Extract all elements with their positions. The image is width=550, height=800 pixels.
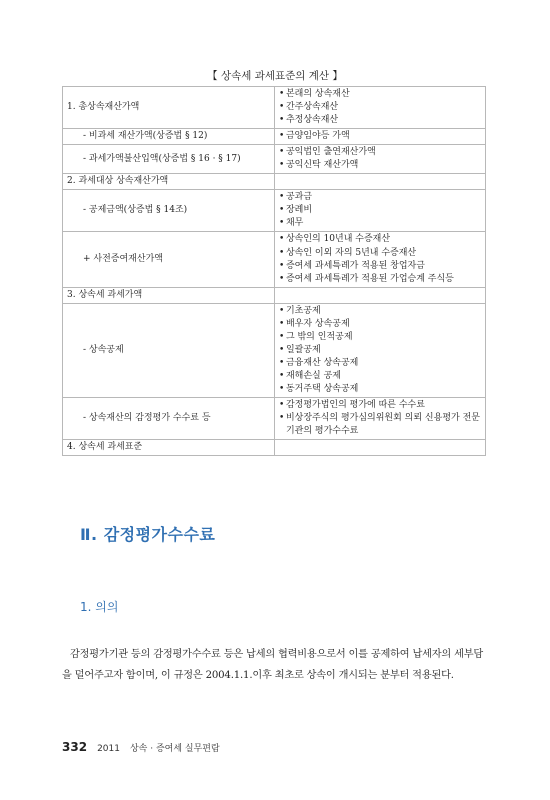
row-label: - 비과세 재산가액(상증법 § 12) bbox=[63, 129, 275, 145]
subsection-heading: 1. 의의 bbox=[80, 600, 119, 614]
detail-list bbox=[279, 146, 481, 172]
row-details bbox=[274, 129, 485, 145]
detail-item: • 공익신탁 재산가액 bbox=[279, 159, 481, 172]
detail-item: • 증여세 과세특례가 적용된 창업자금 bbox=[279, 260, 481, 273]
detail-item: • 재해손실 공제 bbox=[279, 370, 481, 383]
row-label: 2. 과세대상 상속재산가액 bbox=[63, 174, 275, 190]
detail-list bbox=[279, 399, 481, 438]
detail-item: • 증여세 과세특례가 적용된 가업승계 주식등 bbox=[279, 273, 481, 286]
tax-base-calculation-table bbox=[62, 86, 486, 456]
row-details bbox=[274, 232, 485, 287]
detail-item: • 동거주택 상속공제 bbox=[279, 383, 481, 396]
table-row bbox=[63, 398, 486, 440]
row-label: 4. 상속세 과세표준 bbox=[63, 440, 275, 456]
row-details bbox=[274, 440, 485, 456]
page-footer bbox=[62, 740, 220, 754]
row-label: - 공제금액(상증법 § 14조) bbox=[63, 190, 275, 232]
row-details bbox=[274, 398, 485, 440]
row-details bbox=[274, 174, 485, 190]
row-details bbox=[274, 190, 485, 232]
detail-list bbox=[279, 233, 481, 285]
detail-list bbox=[279, 130, 481, 143]
table-row bbox=[63, 190, 486, 232]
detail-item: • 상속인의 10년내 수증재산 bbox=[279, 233, 481, 246]
detail-item: • 기초공제 bbox=[279, 305, 481, 318]
table-row bbox=[63, 440, 486, 456]
table-row bbox=[63, 87, 486, 129]
row-details bbox=[274, 87, 485, 129]
section-heading: Ⅱ. 감정평가수수료 bbox=[80, 525, 216, 544]
detail-list bbox=[279, 305, 481, 396]
detail-item: • 비상장주식의 평가심의위원회 의뢰 신용평가 전문기관의 평가수수료 bbox=[279, 412, 481, 438]
footer-year: 2011 bbox=[97, 744, 120, 754]
row-label: - 과세가액불산입액(상증법 § 16 · § 17) bbox=[63, 145, 275, 174]
table-row bbox=[63, 303, 486, 397]
detail-item: • 금양임야등 가액 bbox=[279, 130, 481, 143]
table-row bbox=[63, 129, 486, 145]
detail-item: • 금융재산 상속공제 bbox=[279, 357, 481, 370]
detail-item: • 추정상속재산 bbox=[279, 114, 481, 127]
detail-item: • 본래의 상속재산 bbox=[279, 88, 481, 101]
detail-item: • 배우자 상속공제 bbox=[279, 318, 481, 331]
row-details bbox=[274, 287, 485, 303]
detail-item: • 공익법인 출연재산가액 bbox=[279, 146, 481, 159]
detail-item: • 그 밖의 인적공제 bbox=[279, 331, 481, 344]
row-label: - 상속공제 bbox=[63, 303, 275, 397]
detail-item: • 상속인 이외 자의 5년내 수증재산 bbox=[279, 247, 481, 260]
row-label: + 사전증여재산가액 bbox=[63, 232, 275, 287]
table-row bbox=[63, 145, 486, 174]
page-number: 332 bbox=[62, 740, 88, 754]
row-label: 1. 총상속재산가액 bbox=[63, 87, 275, 129]
row-details bbox=[274, 303, 485, 397]
detail-item: • 장례비 bbox=[279, 204, 481, 217]
row-label: 3. 상속세 과세가액 bbox=[63, 287, 275, 303]
detail-item: • 공과금 bbox=[279, 191, 481, 204]
detail-item: • 일괄공제 bbox=[279, 344, 481, 357]
row-label: - 상속재산의 감정평가 수수료 등 bbox=[63, 398, 275, 440]
table-caption: 【 상속세 과세표준의 계산 】 bbox=[207, 70, 343, 82]
footer-book-title: 상속 · 증여세 실무편람 bbox=[129, 744, 220, 754]
detail-item: • 간주상속재산 bbox=[279, 101, 481, 114]
table-row bbox=[63, 232, 486, 287]
detail-list bbox=[279, 191, 481, 230]
detail-item: • 채무 bbox=[279, 217, 481, 230]
table-row bbox=[63, 174, 486, 190]
table-body bbox=[63, 87, 486, 456]
body-paragraph: 감정평가기관 등의 감정평가수수료 등은 납세의 협력비용으로서 이를 공제하여 납세자의 세부담을 덜어주고자 함이며, 이 규정은 2004.1.1.이후 최초로 상속이 개시되는 분부터 적용된다. bbox=[62, 649, 483, 682]
detail-list bbox=[279, 88, 481, 127]
row-details bbox=[274, 145, 485, 174]
table-row bbox=[63, 287, 486, 303]
detail-item: • 감정평가법인의 평가에 따른 수수료 bbox=[279, 399, 481, 412]
